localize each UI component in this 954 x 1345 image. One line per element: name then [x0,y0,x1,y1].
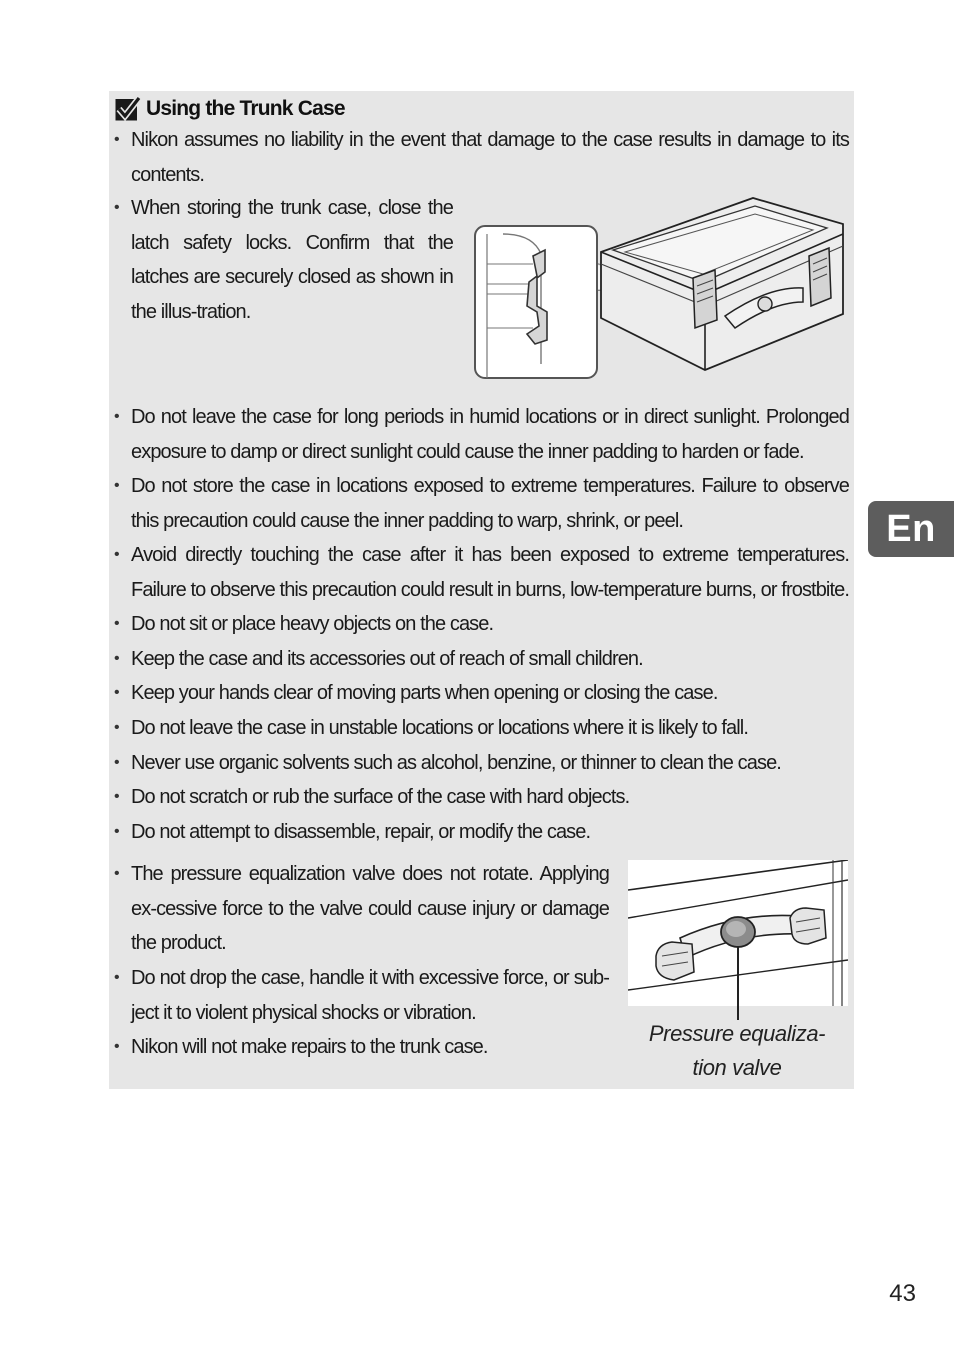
list-item: • Do not sit or place heavy objects on the case. [131,607,849,642]
valve-label-line1: Pressure equaliza- [648,1021,826,1046]
list-item: • Do not leave the case in unstable locations or locations where it is likely to fall. [131,711,849,746]
list-item: • Do not leave the case for long periods in humid locations or in direct sunlight. Prolonged exposure to damp or direct sunlight could cause the inner padding to harden or fade. [131,400,849,469]
list-item: • Nikon will not make repairs to the trunk case. [131,1030,609,1065]
list-item: • When storing the trunk case, close the latch safety locks. Confirm that the latches are securely closed as shown in the illus-tration. [131,191,453,329]
trunk-case-latch-illustration [473,194,851,380]
valve-label-line2: tion valve [692,1055,782,1080]
list-item: • Do not scratch or rub the surface of the case with hard objects. [131,780,849,815]
caution-box [109,91,854,1089]
list-item: • Never use organic solvents such as alcohol, benzine, or thinner to clean the case. [131,746,849,781]
page-number: 43 [889,1280,916,1307]
list-item: • Do not store the case in locations exposed to extreme temperatures. Failure to observe this precaution could cause the inner padding to warp, shrink, or peel. [131,469,849,538]
list-item: • Keep your hands clear of moving parts when opening or closing the case. [131,676,849,711]
pressure-valve-illustration [628,860,848,1020]
section-heading [115,95,345,123]
section-title: Using the Trunk Case [146,97,345,120]
list-item: • Avoid directly touching the case after it has been exposed to extreme temperatures. Failure to observe this precaution could result in burns, low-temperature burns, or frostbite. [131,538,849,607]
list-item: • Do not attempt to disassemble, repair, or modify the case. [131,815,849,850]
language-tab: En [868,501,954,557]
check-box-icon [115,96,141,122]
list-item: • Do not drop the case, handle it with excessive force, or sub-ject it to violent physical shocks or vibration. [131,961,609,1030]
list-item: • Nikon assumes no liability in the event that damage to the case results in damage to its contents. [131,123,849,192]
list-item: • Keep the case and its accessories out of reach of small children. [131,642,849,677]
list-item: • The pressure equalization valve does not rotate. Applying ex-cessive force to the valve could cause injury or damage the product. [131,857,609,961]
